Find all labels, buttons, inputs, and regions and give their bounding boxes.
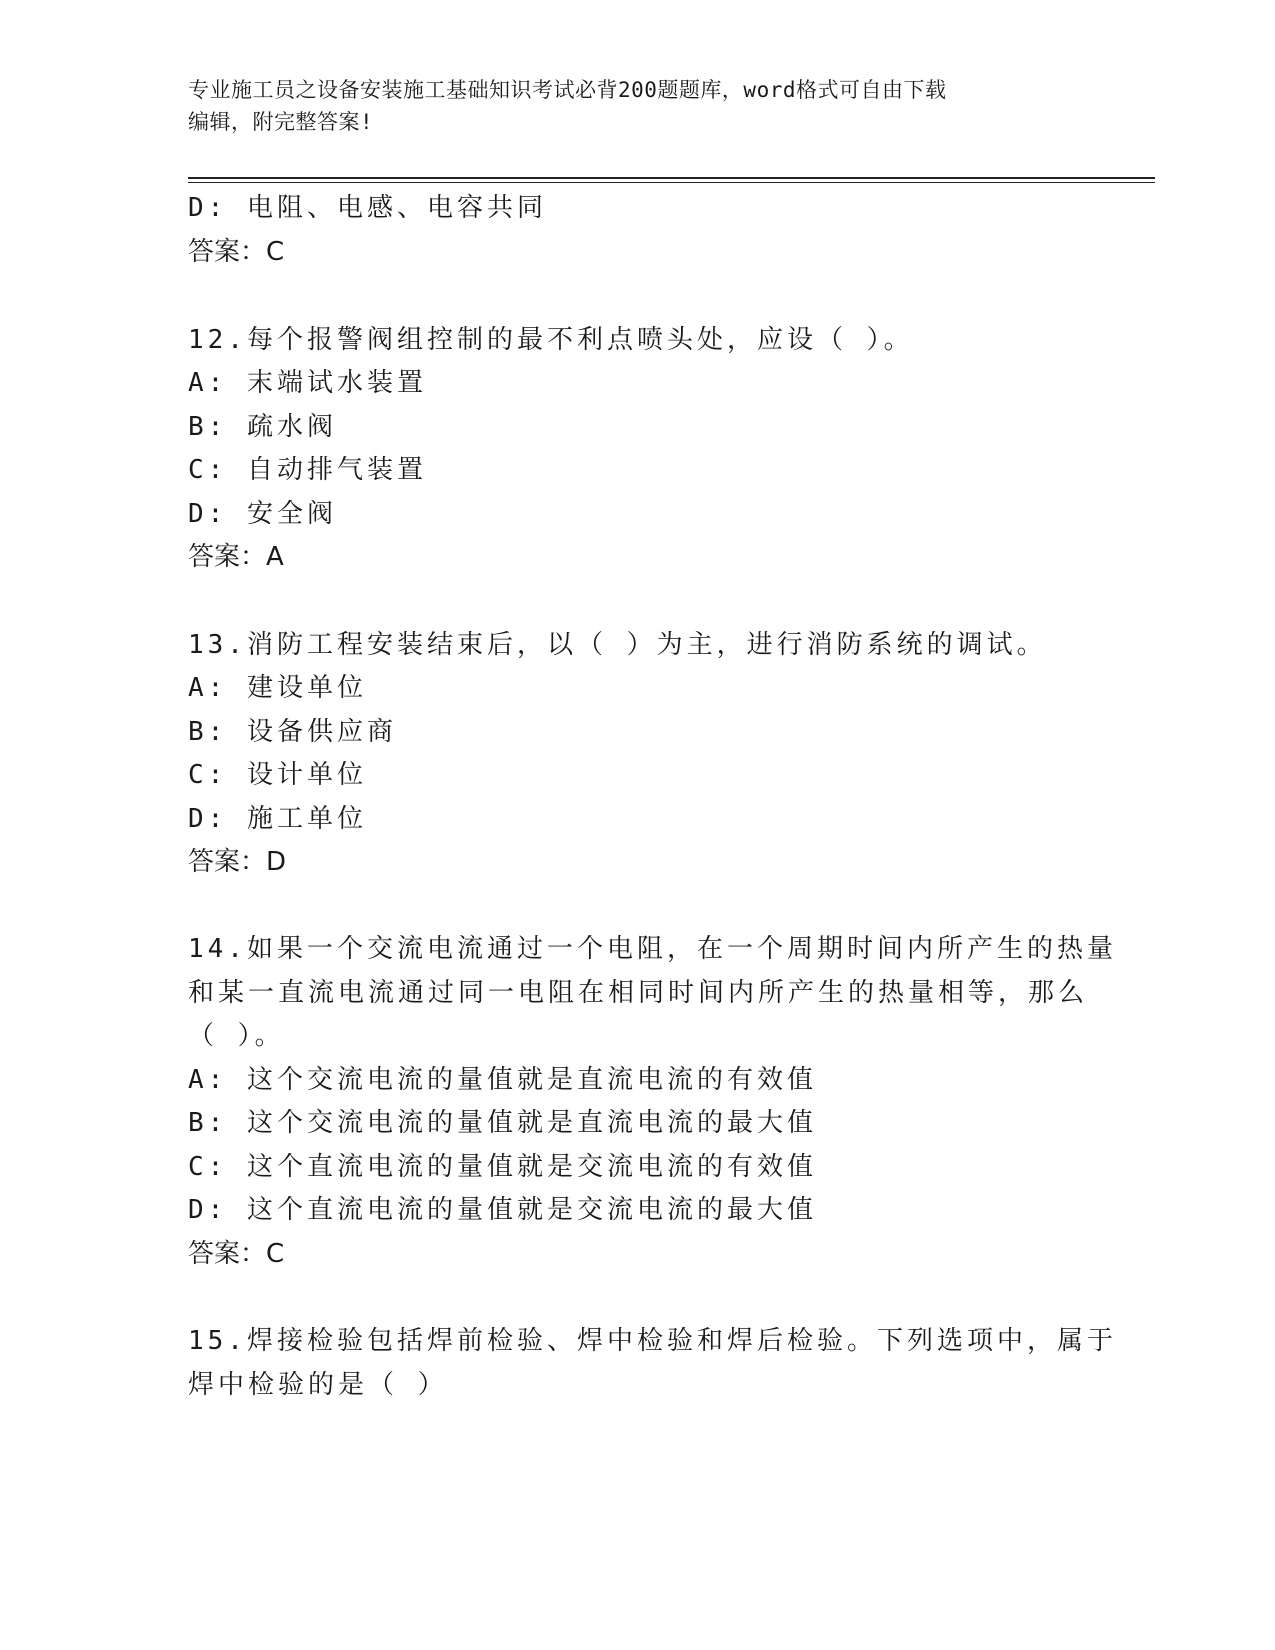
header-rule-thick <box>188 177 1155 179</box>
q13-option-a: A: 建设单位 <box>188 673 367 703</box>
q14-option-c: C: 这个直流电流的量值就是交流电流的有效值 <box>188 1152 817 1182</box>
q13-stem: 13.消防工程安装结束后，以（ ）为主，进行消防系统的调试。 <box>188 630 1047 660</box>
q14-stem-line-3: （ ）。 <box>188 1021 285 1051</box>
q12-option-d: D: 安全阀 <box>188 499 337 529</box>
q13-option-d: D: 施工单位 <box>188 804 367 834</box>
q13-option-b: B: 设备供应商 <box>188 717 397 747</box>
q13-answer: 答案：D <box>188 847 287 877</box>
q11-answer: 答案：C <box>188 237 285 267</box>
header-line-2: 编辑，附完整答案! <box>188 110 374 134</box>
q14-option-b: B: 这个交流电流的量值就是直流电流的最大值 <box>188 1108 817 1138</box>
document-header <box>188 74 1088 138</box>
q12-option-a: A: 末端试水装置 <box>188 368 427 398</box>
q12-answer: 答案：A <box>188 542 284 572</box>
q14-answer: 答案：C <box>188 1239 285 1269</box>
q12-stem: 12.每个报警阀组控制的最不利点喷头处，应设（ ）。 <box>188 325 914 355</box>
q14-option-d: D: 这个直流电流的量值就是交流电流的最大值 <box>188 1195 817 1225</box>
q11-option-d: D: 电阻、电感、电容共同 <box>188 193 547 223</box>
q14-stem-line-1: 14.如果一个交流电流通过一个电阻，在一个周期时间内所产生的热量 <box>188 934 1117 964</box>
header-line-1: 专业施工员之设备安装施工基础知识考试必背200题题库，word格式可自由下载 <box>188 78 947 102</box>
q14-option-a: A: 这个交流电流的量值就是直流电流的有效值 <box>188 1065 817 1095</box>
q12-option-c: C: 自动排气装置 <box>188 455 427 485</box>
q13-option-c: C: 设计单位 <box>188 760 367 790</box>
header-rule-thin <box>188 182 1155 183</box>
q14-stem-line-2: 和某一直流电流通过同一电阻在相同时间内所产生的热量相等，那么 <box>188 978 1089 1008</box>
q12-option-b: B: 疏水阀 <box>188 412 337 442</box>
q15-stem-line-1: 15.焊接检验包括焊前检验、焊中检验和焊后检验。下列选项中，属于 <box>188 1326 1117 1356</box>
q15-stem-line-2: 焊中检验的是（ ） <box>188 1370 448 1400</box>
